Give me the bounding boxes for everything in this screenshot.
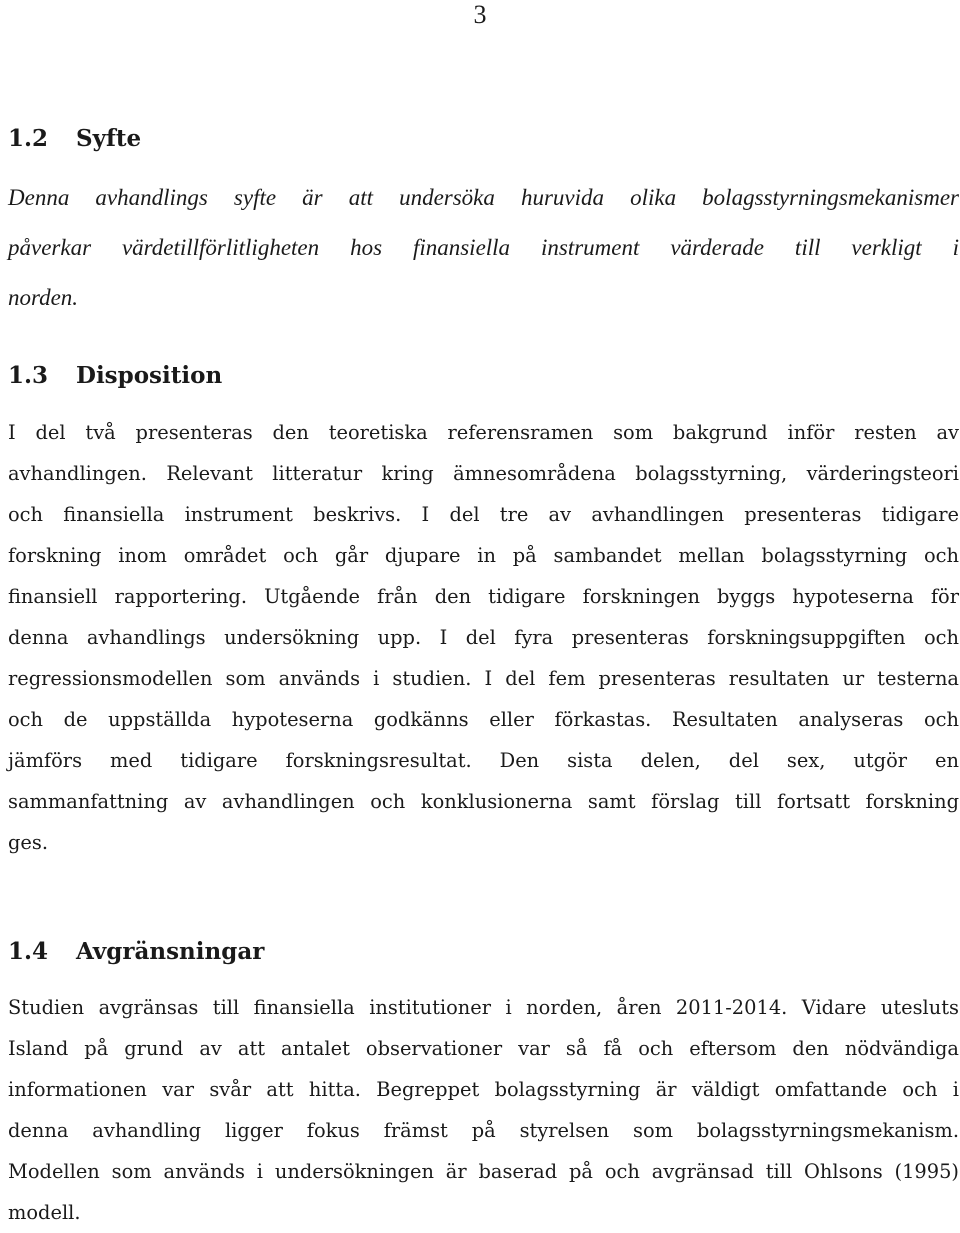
paragraph-line: informationen var svår att hitta. Begreppet bolagsstyrning är väldigt omfattande och i — [8, 1078, 959, 1101]
page-number: 3 — [473, 0, 487, 29]
paragraph-line: denna avhandlings undersökning upp. I del fyra presenteras forskningsuppgiften och — [8, 626, 959, 649]
section-title: Disposition — [76, 362, 223, 389]
section-title: Avgränsningar — [76, 938, 265, 965]
paragraph-line: denna avhandling ligger fokus främst på styrelsen som bolagsstyrningsmekanism. — [8, 1119, 959, 1142]
paragraph-line: modell. — [8, 1201, 81, 1224]
section-number: 1.3 — [8, 362, 49, 389]
section-number: 1.2 — [8, 125, 49, 152]
paragraph-line: Studien avgränsas till finansiella institutioner i norden, åren 2011-2014. Vidare utesluts — [8, 996, 959, 1019]
paragraph-line: finansiell rapportering. Utgående från den tidigare forskningen byggs hypoteserna för — [8, 585, 959, 608]
paragraph-line: och finansiella instrument beskrivs. I del tre av avhandlingen presenteras tidigare — [8, 503, 959, 526]
section-heading-disposition — [8, 361, 222, 391]
paragraph-line: jämförs med tidigare forskningsresultat. Den sista delen, del sex, utgör en — [8, 749, 959, 772]
disposition-paragraph — [8, 412, 959, 863]
section-heading-delimitation — [8, 937, 264, 967]
section-number: 1.4 — [8, 938, 49, 965]
paragraph-line: avhandlingen. Relevant litteratur kring ämnesområdena bolagsstyrning, värderingsteori — [8, 462, 959, 485]
paragraph-line: regressionsmodellen som används i studien. I del fem presenteras resultaten ur testerna — [8, 667, 959, 690]
paragraph-line: Island på grund av att antalet observationer var så få och eftersom den nödvändiga — [8, 1037, 959, 1060]
section-heading-purpose — [8, 124, 141, 154]
paragraph-line: norden. — [8, 285, 79, 310]
paragraph-line: sammanfattning av avhandlingen och konklusionerna samt förslag till fortsatt forskning — [8, 790, 959, 813]
paragraph-line: forskning inom området och går djupare in på sambandet mellan bolagsstyrning och — [8, 544, 959, 567]
paragraph-line: I del två presenteras den teoretiska referensramen som bakgrund inför resten av — [8, 421, 959, 444]
paragraph-line: Modellen som används i undersökningen är baserad på och avgränsad till Ohlsons (1995) — [8, 1160, 959, 1183]
paragraph-line: och de uppställda hypoteserna godkänns eller förkastas. Resultaten analyseras och — [8, 708, 959, 731]
delimitation-paragraph — [8, 987, 959, 1233]
paragraph-line: Denna avhandlings syfte är att undersöka huruvida olika bolagsstyrningsmekanismer — [8, 185, 959, 210]
paragraph-line: ges. — [8, 831, 49, 854]
paragraph-line: påverkar värdetillförlitligheten hos finansiella instrument värderade till verkligt i — [8, 235, 959, 260]
section-title: Syfte — [76, 125, 142, 152]
purpose-paragraph — [8, 173, 959, 323]
